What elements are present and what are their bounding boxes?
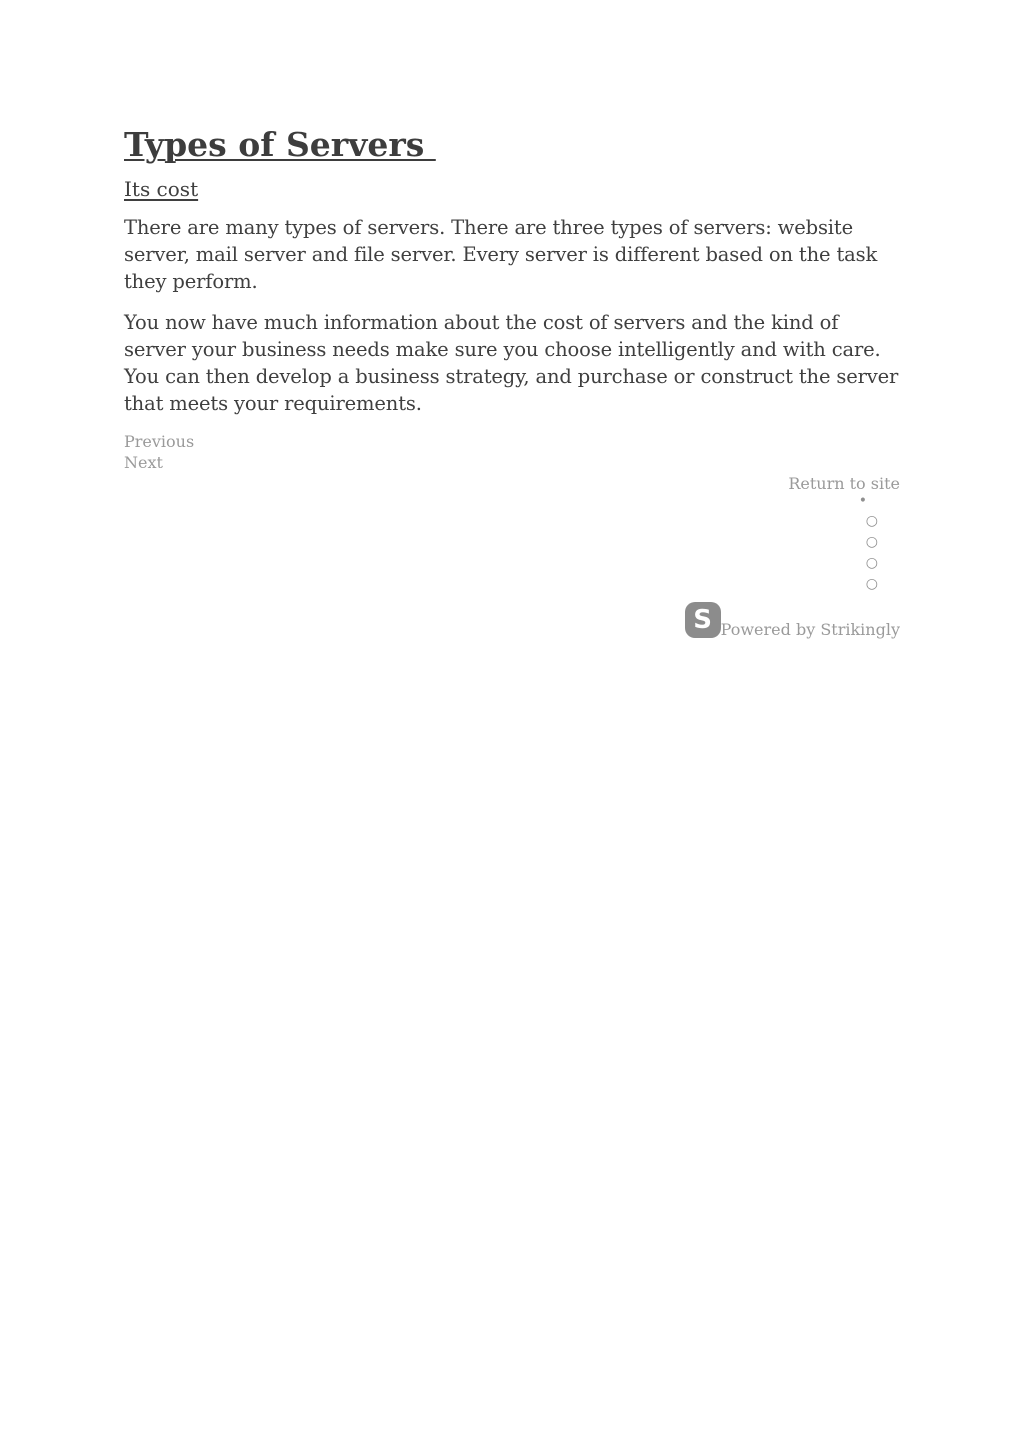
return-to-site-link[interactable]: Return to site: [788, 474, 900, 493]
site-links: [124, 473, 900, 640]
page-title: Types of Servers: [124, 125, 436, 164]
post-navigation: [124, 431, 900, 473]
share-bullet-hollow[interactable]: ○: [865, 555, 878, 571]
next-link[interactable]: Next: [124, 453, 163, 472]
share-bullet-hollow[interactable]: ○: [865, 534, 878, 550]
strikingly-logo-icon: S: [685, 602, 721, 638]
share-bullet-hollow[interactable]: ○: [865, 513, 878, 529]
powered-by-footer: [124, 602, 900, 640]
powered-by-link[interactable]: Powered by Strikingly: [720, 620, 900, 639]
share-bullet-filled: •: [858, 493, 867, 509]
previous-link[interactable]: Previous: [124, 432, 195, 451]
share-list: [124, 494, 900, 598]
article-page: [124, 124, 900, 640]
share-bullet-hollow[interactable]: ○: [865, 576, 878, 592]
subtitle-link[interactable]: Its cost: [124, 177, 199, 201]
paragraph-conclusion: You now have much information about the cost of servers and the kind of server your business needs make sure you choose intelligently and with care. You can then develop a business strategy, and purchase or construct the server that meets your requirements.: [124, 311, 899, 415]
paragraph-intro: There are many types of servers. There are three types of servers: website server, mail server and file server. Every server is different based on the task they perform.: [124, 216, 878, 293]
